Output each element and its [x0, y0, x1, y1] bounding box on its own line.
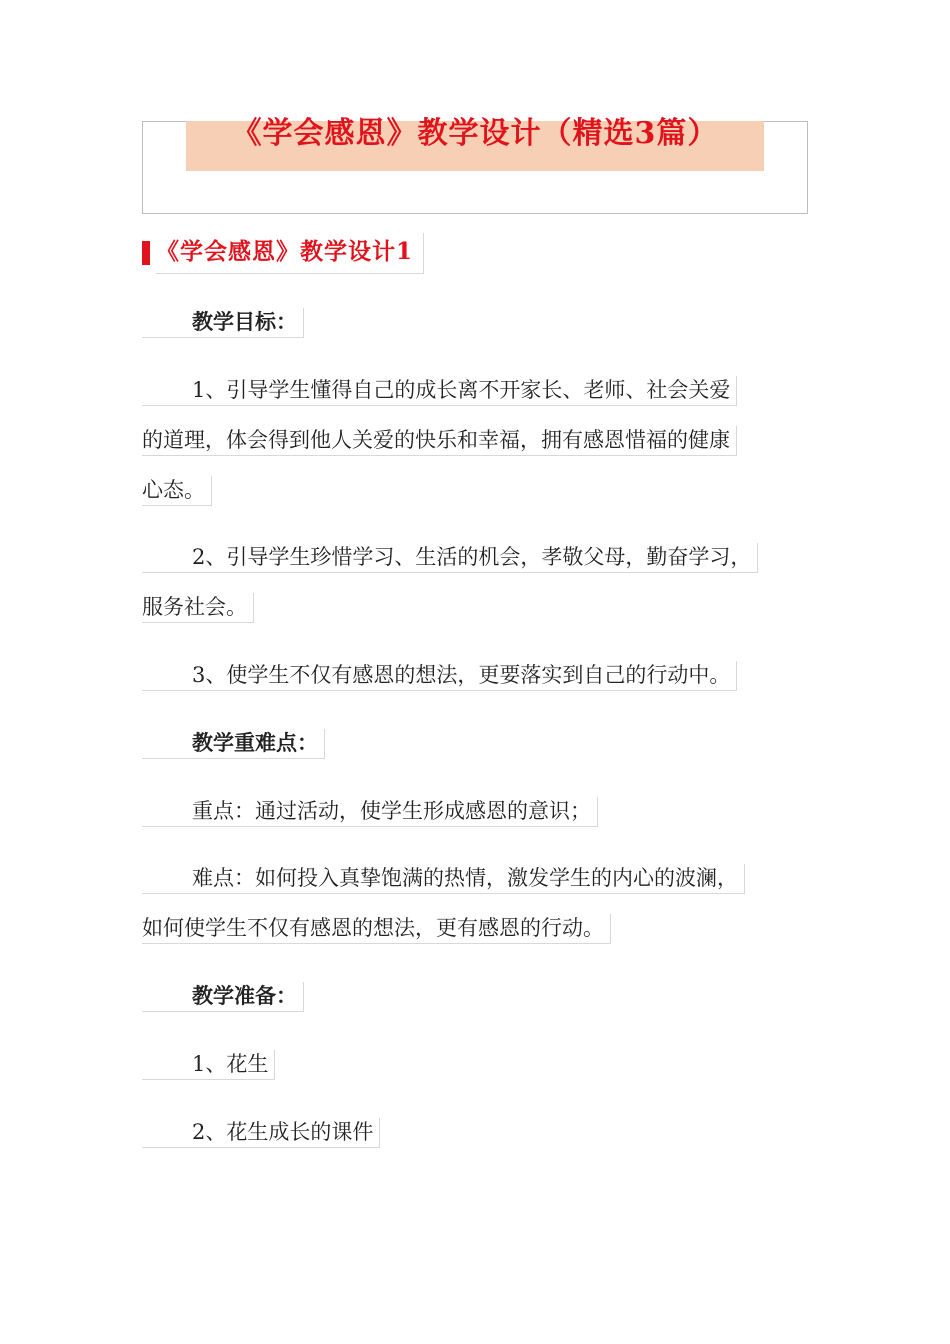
objective-1-line-2: 的道理，体会得到他人关爱的快乐和幸福，拥有感恩惜福的健康: [142, 426, 737, 456]
keypoint-focus: 重点：通过活动，使学生形成感恩的意识；: [142, 797, 598, 827]
section-heading: [142, 232, 424, 274]
heading-marker: [142, 241, 150, 265]
objective-2-line-2: 服务社会。: [142, 593, 254, 623]
section-heading-text: 《学会感恩》教学设计1: [156, 233, 424, 274]
objective-2-line-1: 2、引导学生珍惜学习、生活的机会，孝敬父母，勤奋学习，: [142, 543, 758, 573]
objective-3-line-1: 3、使学生不仅有感恩的想法，更要落实到自己的行动中。: [142, 661, 737, 691]
preparation-item-2: 2、花生成长的课件: [142, 1118, 380, 1148]
keypoint-difficulty-line-2: 如何使学生不仅有感恩的想法，更有感恩的行动。: [142, 914, 611, 944]
document-title: 《学会感恩》教学设计（精选3篇）: [231, 116, 719, 151]
preparation-heading: 教学准备：: [142, 982, 304, 1012]
objective-1-line-1: 1、引导学生懂得自己的成长离不开家长、老师、社会关爱: [142, 376, 737, 406]
keypoints-heading: 教学重难点：: [142, 729, 325, 759]
objectives-heading: 教学目标：: [142, 308, 304, 338]
keypoint-difficulty-line-1: 难点：如何投入真挚饱满的热情，激发学生的内心的波澜，: [142, 864, 745, 894]
preparation-item-1: 1、花生: [142, 1050, 275, 1080]
objective-1-line-3: 心态。: [142, 476, 212, 506]
